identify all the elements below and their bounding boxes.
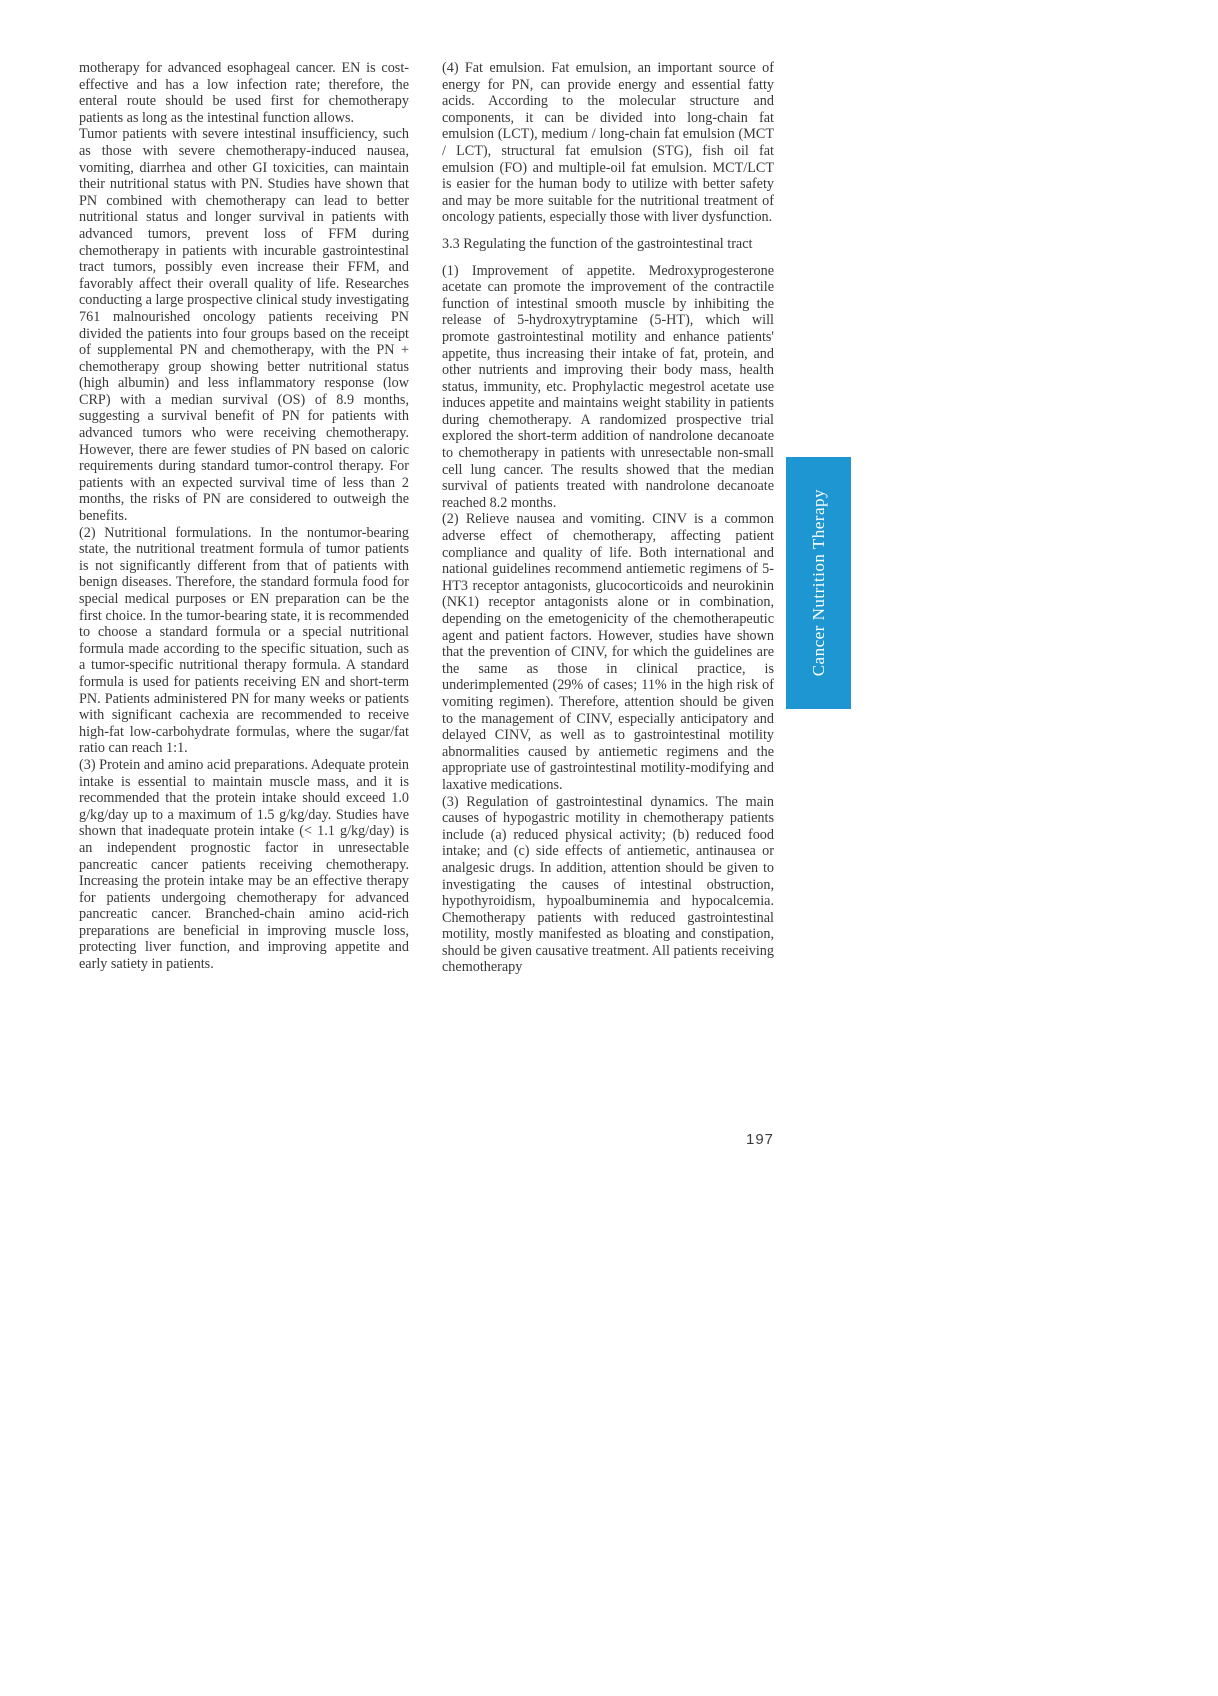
paragraph: (1) Improvement of appetite. Medroxyprogesterone acetate can promote the improvement of the contractile function of intestinal smooth muscle by inhibiting the release of 5-hydroxytryptamine (5-HT), which will promote gastrointestinal motility and enhance patients' appetite, thus increasing their intake of fat, protein, and other nutrients and improving their body mass, health status, immunity, etc. Prophylactic megestrol acetate use induces appetite and maintains weight stability in patients during chemotherapy. A randomized prospective trial explored the short-term addition of nandrolone decanoate to chemotherapy in patients with unresectable non-small cell lung cancer. The results showed that the median survival of patients treated with nandrolone decanoate reached 8.2 months. (442, 262, 774, 511)
paragraph: Tumor patients with severe intestinal insufficiency, such as those with severe chemotherapy-induced nausea, vomiting, diarrhea and other GI toxicities, can maintain their nutritional status with PN. Studies have shown that PN combined with chemotherapy can lead to better nutritional status and longer survival in patients with advanced tumors, prevent loss of FFM during chemotherapy in patients with incurable gastrointestinal tract tumors, possibly even increase their FFM, and favorably affect their overall quality of life. Researches conducting a large prospective clinical study investigating 761 malnourished oncology patients receiving PN divided the patients into four groups based on the receipt of supplemental PN and chemotherapy, with the PN + chemotherapy group showing better nutritional status (high albumin) and less inflammatory response (low CRP) with a median survival (OS) of 8.9 months, suggesting a survival benefit of PN for patients with advanced tumors who were receiving chemotherapy. However, there are fewer studies of PN based on caloric requirements during standard tumor-control therapy. For patients with an expected survival time of less than 2 months, the risks of PN are considered to outweigh the benefits. (79, 126, 409, 525)
paragraph: (2) Nutritional formulations. In the nontumor-bearing state, the nutritional treatment formula of tumor patients is not significantly different from that of patients with benign diseases. Therefore, the standard formula food for special medical purposes or EN preparation can be the first choice. In the tumor-bearing state, it is recommended to choose a standard formula or a special nutritional formula made according to the specific situation, such as a tumor-specific nutritional therapy formula. A standard formula is used for patients receiving EN and short-term PN. Patients administered PN for many weeks or patients with significant cachexia are recommended to receive high-fat low-carbohydrate formulas, where the sugar/fat ratio can reach 1:1. (79, 524, 409, 757)
paragraph: (3) Protein and amino acid preparations. Adequate protein intake is essential to maintain muscle mass, and it is recommended that the protein intake should exceed 1.0 g/kg/day up to a maximum of 1.5 g/kg/day. Studies have shown that inadequate protein intake (< 1.1 g/kg/day) is an independent prognostic factor in unresectable pancreatic cancer patients receiving chemotherapy. Increasing the protein intake may be an effective therapy for patients undergoing chemotherapy for advanced pancreatic cancer. Branched-chain amino acid-rich preparations are beneficial in improving muscle loss, protecting liver function, and improving appetite and early satiety in patients. (79, 756, 409, 973)
chapter-thumb-tab (786, 457, 851, 709)
paragraph: (2) Relieve nausea and vomiting. CINV is a common adverse effect of chemotherapy, affecting patient compliance and quality of life. Both international and national guidelines recommend antiemetic regimens of 5-HT3 receptor antagonists, glucocorticoids and neurokinin (NK1) receptor antagonists alone or in combination, depending on the emetogenicity of the chemotherapeutic agent and patient factors. However, studies have shown that the prevention of CINV, for which the guidelines are the same as those in clinical practice, is underimplemented (29% of cases; 11% in the high risk of vomiting regimen). Therefore, attention should be given to the management of CINV, especially anticipatory and delayed CINV, as well as to gastrointestinal motility abnormalities caused by antiemetic regimens and the appropriate use of gastrointestinal motility-modifying and laxative medications. (442, 511, 774, 793)
paragraph: motherapy for advanced esophageal cancer. EN is cost-effective and has a low infection rate; therefore, the enteral route should be used first for chemotherapy patients as long as the intestinal function allows. (79, 60, 409, 126)
page-number: 197 (746, 1131, 775, 1148)
section-heading: 3.3 Regulating the function of the gastrointestinal tract (442, 235, 753, 252)
paragraph: (3) Regulation of gastrointestinal dynamics. The main causes of hypogastric motility in chemotherapy patients include (a) reduced physical activity; (b) reduced food intake; and (c) side effects of antiemetic, antinausea or analgesic drugs. In addition, attention should be given to investigating the causes of intestinal obstruction, hypothyroidism, hypoalbuminemia and hypocalcemia. Chemotherapy patients with reduced gastrointestinal motility, mostly manifested as bloating and constipation, should be given causative treatment. All patients receiving chemotherapy (442, 793, 774, 976)
chapter-thumb-tab-label: Cancer Nutrition Therapy (808, 489, 828, 677)
right-text-column (442, 60, 774, 976)
paragraph: (4) Fat emulsion. Fat emulsion, an important source of energy for PN, can provide energy and essential fatty acids. According to the molecular structure and components, it can be divided into long-chain fat emulsion (LCT), medium / long-chain fat emulsion (MCT / LCT), structural fat emulsion (STG), fish oil fat emulsion (FO) and multiple-oil fat emulsion. MCT/LCT is easier for the human body to utilize with better safety and may be more suitable for the nutritional treatment of oncology patients, especially those with liver dysfunction. (442, 60, 774, 226)
left-text-column (79, 60, 409, 973)
